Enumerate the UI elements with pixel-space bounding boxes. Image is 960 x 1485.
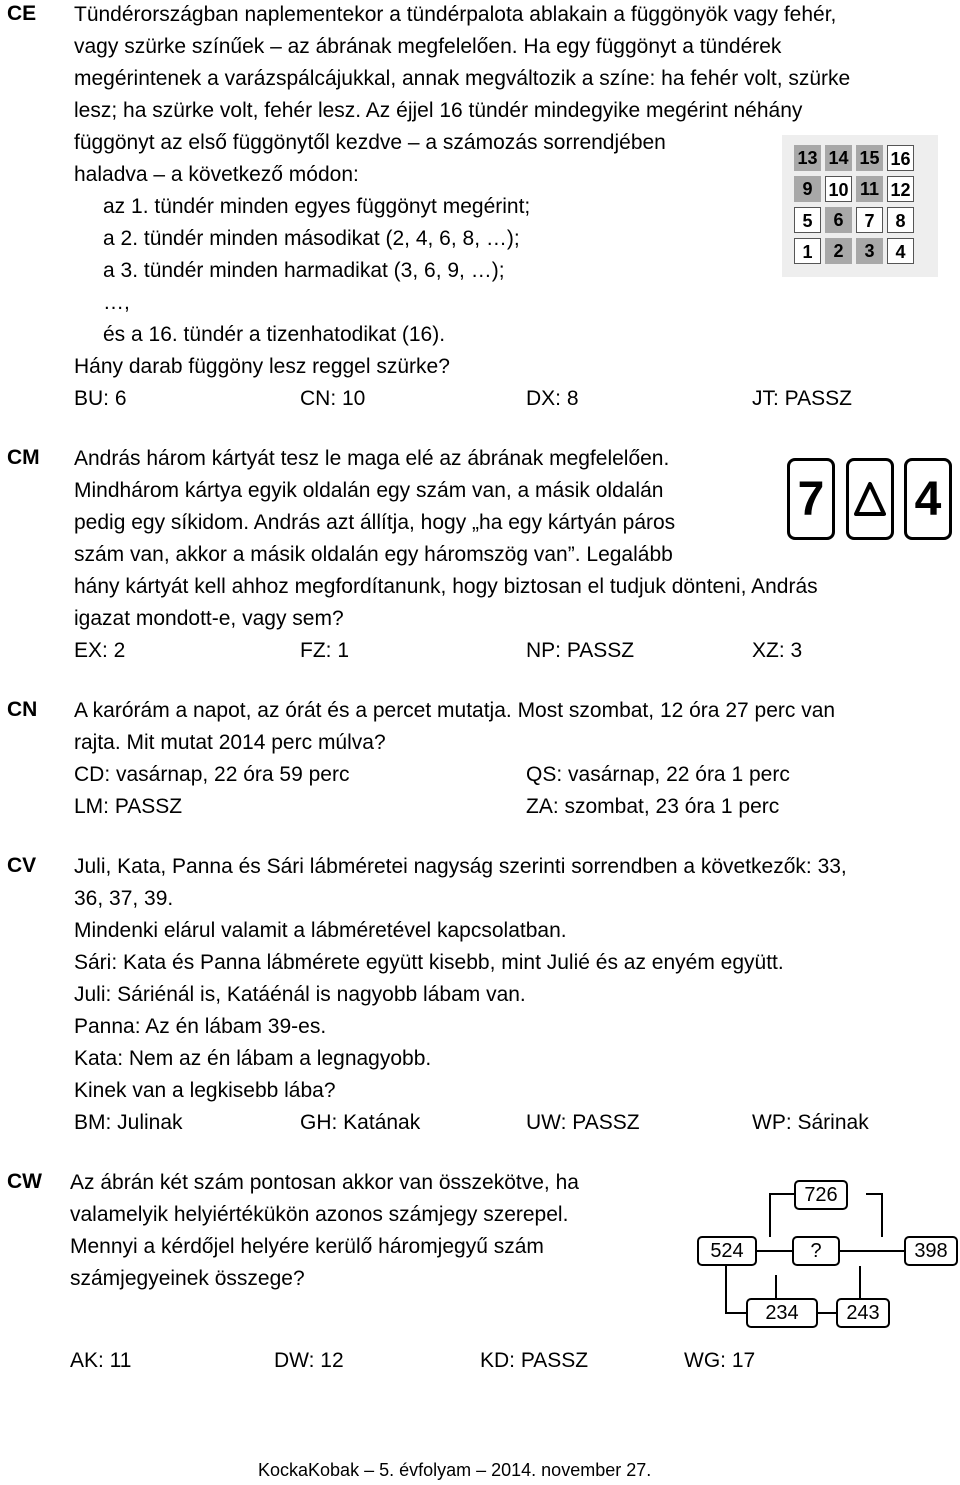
problem-text-line: haladva – a következő módon: xyxy=(74,163,359,186)
problem-text-line: Mennyi a kérdőjel helyére kerülő háromjegyű szám xyxy=(70,1235,544,1258)
curtain-cell: 11 xyxy=(856,176,883,202)
curtain-cell: 3 xyxy=(856,238,883,264)
card-number: 7 xyxy=(787,458,835,540)
problem-text-line: Az ábrán két szám pontosan akkor van összekötve, ha xyxy=(70,1171,579,1194)
problem-text-line: valamelyik helyiértékükön azonos számjegy szerepel. xyxy=(70,1203,569,1226)
problem-text-line: pedig egy síkidom. András azt állítja, hogy „ha egy kártyán páros xyxy=(74,511,676,534)
answer-option: CN: 10 xyxy=(300,387,366,410)
problem-text-line: az 1. tündér minden egyes függönyt megérint; xyxy=(103,195,531,218)
problem-question: rajta. Mit mutat 2014 perc múlva? xyxy=(74,731,386,754)
graph-node-bottom-left: 234 xyxy=(746,1298,818,1328)
curtain-cell: 5 xyxy=(794,207,821,233)
answer-option: UW: PASSZ xyxy=(526,1111,640,1134)
answer-option: WG: 17 xyxy=(684,1349,756,1372)
problem-code: CW xyxy=(7,1170,42,1193)
answer-option: KD: PASSZ xyxy=(480,1349,589,1372)
answer-option: ZA: szombat, 23 óra 1 perc xyxy=(526,795,780,818)
problem-text-line: A karórám a napot, az órát és a percet mutatja. Most szombat, 12 óra 27 perc van xyxy=(74,699,836,722)
problem-text-line: hány kártyát kell ahhoz megfordítanunk, hogy biztosan el tudjuk dönteni, András xyxy=(74,575,818,598)
problem-text-line: szám van, akkor a másik oldalán egy háromszög van”. Legalább xyxy=(74,543,673,566)
problem-text-line: vagy szürke színűek – az ábrának megfelelően. Ha egy függönyt a tündérek xyxy=(74,35,782,58)
problem-code: CM xyxy=(7,446,40,469)
problem-text-line: …, xyxy=(103,291,130,314)
curtain-cell: 15 xyxy=(856,145,883,171)
answer-option: AK: 11 xyxy=(70,1349,132,1372)
problem-text-line: Mindenki elárul valamit a lábméretével kapcsolatban. xyxy=(74,919,567,942)
problem-code: CN xyxy=(7,698,38,721)
answer-option: BU: 6 xyxy=(74,387,127,410)
triangle-icon xyxy=(854,481,886,517)
answer-option: DX: 8 xyxy=(526,387,579,410)
problem-text-line: Juli, Kata, Panna és Sári lábméretei nagyság szerinti sorrendben a következők: 33, xyxy=(74,855,847,878)
page-footer: KockaKobak – 5. évfolyam – 2014. november 27. xyxy=(258,1460,652,1480)
curtain-cell: 2 xyxy=(825,238,852,264)
graph-node-right: 398 xyxy=(904,1236,958,1266)
card-number: 4 xyxy=(904,458,952,540)
graph-node-top: 726 xyxy=(794,1180,848,1210)
curtain-cell: 9 xyxy=(794,176,821,202)
problem-text-line: Tündérországban naplementekor a tündérpalota ablakain a függönyök vagy fehér, xyxy=(74,3,837,26)
curtain-cell: 6 xyxy=(825,207,852,233)
answer-option: FZ: 1 xyxy=(300,639,350,662)
problem-text-line: Kata: Nem az én lábam a legnagyobb. xyxy=(74,1047,432,1070)
problem-text-line: lesz; ha szürke volt, fehér lesz. Az éjjel 16 tündér mindegyike megérint néhány xyxy=(74,99,803,122)
problem-text-line: Sári: Kata és Panna lábmérete együtt kisebb, mint Julié és az enyém együtt. xyxy=(74,951,784,974)
problem-text-line: Mindhárom kártya egyik oldalán egy szám van, a másik oldalán xyxy=(74,479,664,502)
curtain-cell: 4 xyxy=(887,238,914,264)
graph-edge xyxy=(726,1266,746,1313)
answer-option: BM: Julinak xyxy=(74,1111,183,1134)
answer-option: XZ: 3 xyxy=(752,639,803,662)
problem-text-line: a 2. tündér minden másodikat (2, 4, 6, 8, …); xyxy=(103,227,520,250)
problem-text-line: függönyt az első függönytől kezdve – a számozás sorrendjében xyxy=(74,131,666,154)
curtain-cell: 8 xyxy=(887,207,914,233)
problem-question: számjegyeinek összege? xyxy=(70,1267,305,1290)
graph-node-bottom-right: 243 xyxy=(836,1298,890,1328)
graph-node-unknown: ? xyxy=(792,1236,840,1266)
answer-option: DW: 12 xyxy=(274,1349,344,1372)
curtain-cell: 7 xyxy=(856,207,883,233)
answer-option: JT: PASSZ xyxy=(752,387,852,410)
graph-edge xyxy=(866,1194,882,1237)
answer-option: QS: vasárnap, 22 óra 1 perc xyxy=(526,763,790,786)
problem-code: CV xyxy=(7,854,37,877)
problem-text-line: és a 16. tündér a tizenhatodikat (16). xyxy=(103,323,446,346)
problem-question: Kinek van a legkisebb lába? xyxy=(74,1079,336,1102)
curtain-cell: 12 xyxy=(887,176,914,202)
problem-text-line: András három kártyát tesz le maga elé az ábrának megfelelően. xyxy=(74,447,670,470)
answer-option: GH: Katának xyxy=(300,1111,421,1134)
graph-node-left: 524 xyxy=(697,1236,757,1266)
curtain-cell: 14 xyxy=(825,145,852,171)
answer-option: CD: vasárnap, 22 óra 59 perc xyxy=(74,763,350,786)
problem-text-line: megérintenek a varázspálcájukkal, annak megváltozik a színe: ha fehér volt, szürke xyxy=(74,67,851,90)
curtain-cell: 16 xyxy=(887,145,914,171)
answer-option: LM: PASSZ xyxy=(74,795,183,818)
curtain-grid-figure xyxy=(782,135,938,277)
curtain-cell: 13 xyxy=(794,145,821,171)
curtain-cell: 1 xyxy=(794,238,821,264)
answer-option: NP: PASSZ xyxy=(526,639,635,662)
problem-text-line: 36, 37, 39. xyxy=(74,887,174,910)
problem-text-line: Panna: Az én lábam 39-es. xyxy=(74,1015,327,1038)
curtain-cell: 10 xyxy=(825,176,852,202)
problem-question: igazat mondott-e, vagy sem? xyxy=(74,607,344,630)
problem-code: CE xyxy=(7,2,37,25)
problem-text-line: Juli: Sáriénál is, Katáénál is nagyobb lábam van. xyxy=(74,983,526,1006)
answer-option: WP: Sárinak xyxy=(752,1111,869,1134)
card-shape xyxy=(846,458,894,540)
graph-edge xyxy=(770,1194,794,1237)
problem-text-line: a 3. tündér minden harmadikat (3, 6, 9, …); xyxy=(103,259,505,282)
problem-question: Hány darab függöny lesz reggel szürke? xyxy=(74,355,450,378)
answer-option: EX: 2 xyxy=(74,639,126,662)
